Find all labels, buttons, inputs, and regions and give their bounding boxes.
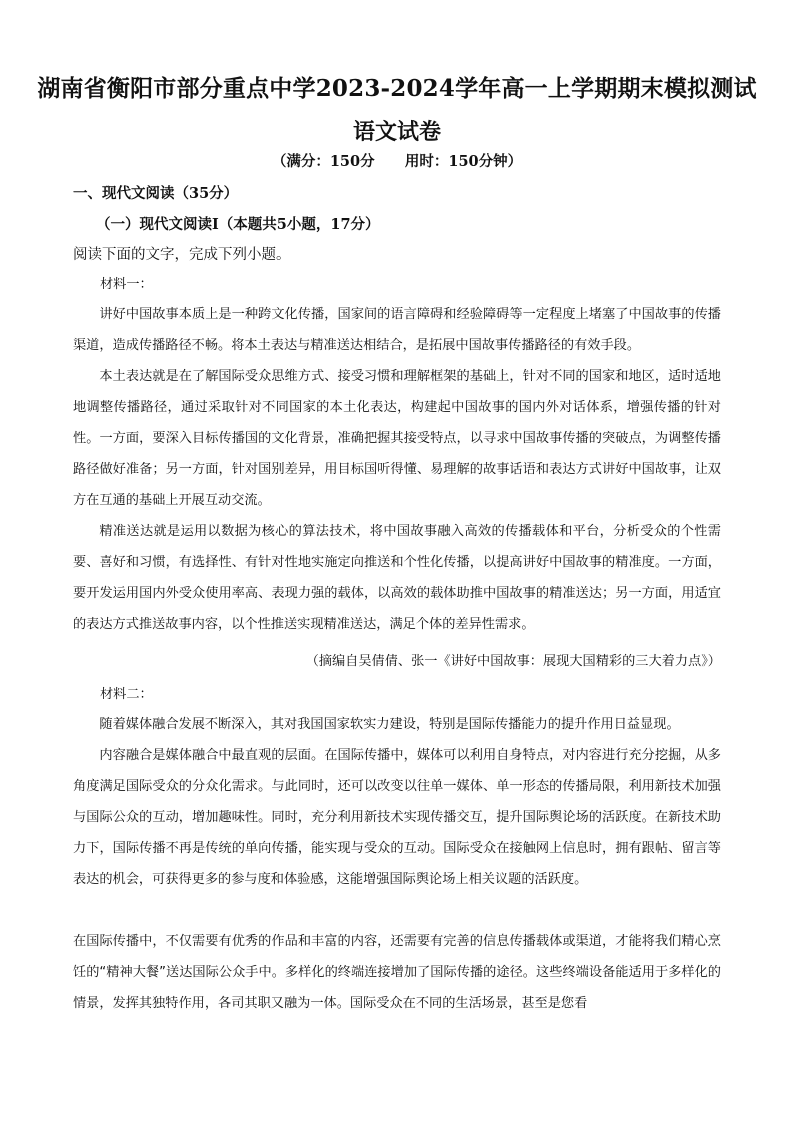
- material2-label: 材料二：: [100, 687, 153, 702]
- instruction-text: 阅读下面的文字，完成下列小题。: [73, 247, 291, 263]
- exam-meta: （满分：150分 用时：150分钟）: [271, 153, 523, 170]
- material2-paragraph: 内容融合是媒体融合中最直观的层面。在国际传播中，媒体可以利用自身特点，对内容进行充分挖掘，从多角度满足国际受众的分众化需求。与此同时，还可以改变以往单一媒体、单一形态的传播局限，利用新技术加强与国际公众的互动，增加趣味性。同时，充分利用新技术实现传播交互，提升国际舆论场的活跃度。在新技术助力下，国际传播不再是传统的单向传播，能实现与受众的互动。国际受众在接触网上信息时，拥有跟帖、留言等表达的机会，可获得更多的参与度和体验感，这能增强国际舆论场上相关议题的活跃度。: [73, 748, 721, 887]
- material1-paragraph: 本土表达就是在了解国际受众思维方式、接受习惯和理解框架的基础上，针对不同的国家和地区，适时适地地调整传播路径，通过采取针对不同国家的本土化表达，构建起中国故事的国内外对话体系，增强传播的针对性。一方面，要深入目标传播国的文化背景，准确把握其接受特点，以寻求中国故事传播的突破点，为调整传播路径做好准备；另一方面，针对国别差异，用目标国听得懂、易理解的故事话语和表达方式讲好中国故事，让双方在互通的基础上开展互动交流。: [73, 369, 721, 508]
- material1-source: （摘编自吴倩倩、张一《讲好中国故事：展现大国精彩的三大着力点》）: [305, 654, 721, 669]
- material2-paragraph: 随着媒体融合发展不断深入，其对我国国家软实力建设，特别是国际传播能力的提升作用日益显现。: [99, 717, 680, 732]
- section-heading: 一、现代文阅读（35分）: [73, 185, 239, 202]
- material1-paragraph: 讲好中国故事本质上是一种跨文化传播，国家间的语言障碍和经验障碍等一定程度上堵塞了中国故事的传播渠道，造成传播路径不畅。将本土表达与精准送达相结合，是拓展中国故事传播路径的有效手段。: [73, 307, 721, 353]
- material2-paragraph: 在国际传播中，不仅需要有优秀的作品和丰富的内容，还需要有完善的信息传播载体或渠道，才能将我们精心烹饪的“精神大餐”送达国际公众手中。多样化的终端连接增加了国际传播的途径。这些终端设备能适用于多样化的情景，发挥其独特作用，各司其职又融为一体。国际受众在不同的生活场景，甚至是您看: [73, 934, 721, 1011]
- material1-paragraph: 精准送达就是运用以数据为核心的算法技术，将中国故事融入高效的传播载体和平台，分析受众的个性需要、喜好和习惯，有选择性、有针对性地实施定向推送和个性化传播，以提高讲好中国故事的精准度。一方面，要开发运用国内外受众使用率高、表现力强的载体，以高效的载体助推中国故事的精准送达；另一方面，用适宜的表达方式推送故事内容，以个性推送实现精准送达，满足个体的差异性需求。: [73, 524, 721, 632]
- subsection-heading: （一）现代文阅读Ⅰ（本题共5小题，17分）: [96, 216, 380, 233]
- document-title: 湖南省衡阳市部分重点中学2023-2024学年高一上学期期末模拟测试: [37, 75, 757, 102]
- material1-label: 材料一：: [100, 277, 153, 292]
- document-subtitle: 语文试卷: [352, 119, 441, 145]
